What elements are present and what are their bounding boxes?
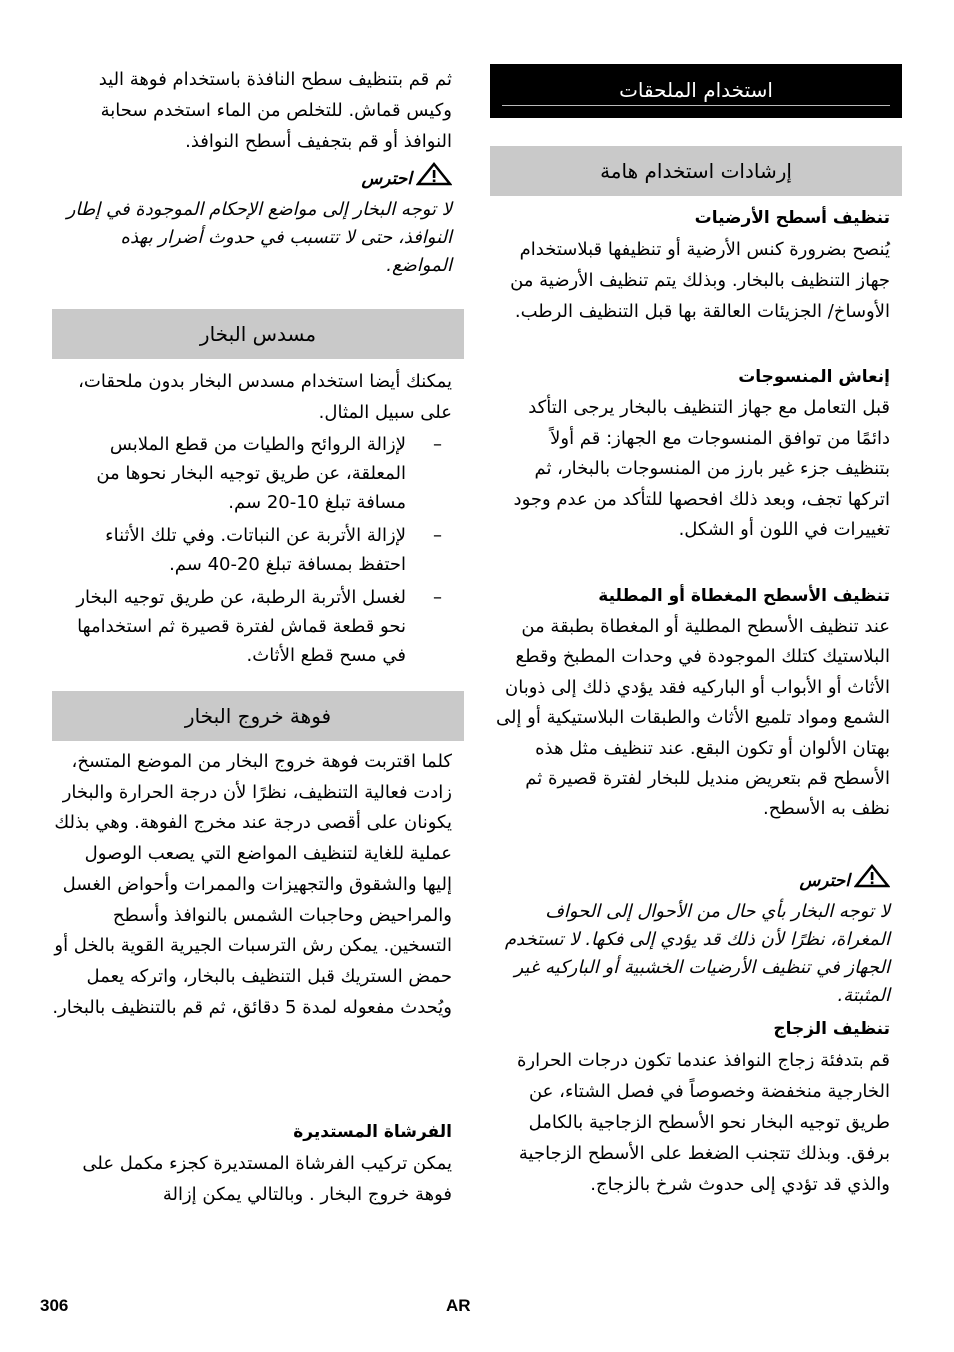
warning-triangle-icon [416, 162, 452, 196]
list-item [52, 430, 452, 517]
warning-label: احترس [361, 169, 412, 189]
list-item [52, 583, 452, 670]
coated-text: عند تنظيف الأسطح المطلية أو المغطاة بطبقة من البلاستيك كتلك الموجودة في وحدات المطبخ وقطع الأثاث أو الأبواب أو الباركيه فقد يؤدي ذلك إلى ذوبان الشمع ومواد تلميع الأثاث والطبقات البلاستيكية أو إلى بهتان الألوان أو تكون البقع. عند تنظيف مثل هذه الأسطح قم بتعريض منديل للبخار لفترة قصيرة ثم نظف به الأسطح. [495, 616, 890, 820]
floors-block [490, 202, 890, 327]
coated-heading: تنظيف الأسطح المغطاة أو المطلية [598, 586, 890, 606]
nozzle-block [52, 747, 452, 1023]
window-continuation [52, 64, 452, 157]
window-text: ثم قم بتنظيف سطح النافذة باستخدام فوهة اليد وكيس قماش. للتخلص من الماء استخدم سحابة النوافذ أو قم بتجفيف أسطح النوافذ. [98, 69, 452, 152]
warning-text: لا توجه البخار بأي حال من الأحوال إلى الحواف المغراة، نظرًا لأن ذلك قد يؤدي إلى فكها. لا تستخدم الجهاز في تنظيف الأرضيات الخشبية أو الباركيه غير المثبتة. [504, 901, 890, 1006]
chapter-title: استخدام الملحقات [490, 64, 902, 118]
floors-text: يُنصح بضرورة كنس الأرضية أو تنظيفها قبلاستخدام جهاز التنظيف بالبخار. وبذلك يتم تنظيف الأرضية من الأوساخ/ الجزيئات العالقة بها قبل التنظيف الرطب. [510, 239, 890, 322]
textiles-text: قبل التعامل مع جهاز التنظيف بالبخار يرجى التأكد دائمًا من توافق المنسوجات مع الجهاز: قم أولاً بتنظيف جزء غير بارز من المنسوجات بالبخار، ثم اتركها تجف، وبعد ذلك افحصها للتأكد من عدم وجود تغييرات في اللون أو الشكل. [513, 397, 890, 540]
steam-gun-block [52, 366, 452, 674]
warning-block-left [52, 162, 452, 280]
steam-gun-list [52, 430, 452, 670]
dash-bullet: – [433, 587, 442, 608]
warning-block-right [490, 864, 890, 1010]
round-brush-block [52, 1116, 452, 1210]
dash-bullet: – [433, 434, 442, 455]
floors-heading: تنظيف أسطح الأرضيات [694, 208, 890, 228]
coated-block [490, 580, 890, 825]
list-item [52, 521, 452, 579]
textiles-block [490, 361, 890, 546]
list-item-text: لغسل الأتربة الرطبة، عن طريق توجيه البخار نحو قطعة قماش لفترة قصيرة ثم استخدامها في مسح قطع الأثاث. [76, 587, 406, 666]
warning-heading [490, 864, 890, 898]
glass-text: قم بتدفئة زجاج النوافذ عندما تكون درجات الحرارة الخارجية منخفضة وخصوصاً في فصل الشتاء، عن طريق توجيه البخار نحو الأسطح الزجاجية بالكامل برفق. وبذلك تتجنب الضغط على الأسطح الزجاجية والذي قد تؤدي إلى حدوث شرخ بالزجاج. [516, 1050, 890, 1195]
round-brush-text: يمكن تركيب الفرشاة المستديرة كجزء مكمل على فوهة خروج البخار . وبالتالي يمكن إزالة [82, 1153, 452, 1205]
textiles-heading: إنعاش المنسوجات [738, 367, 890, 387]
page-number: 306 [40, 1296, 69, 1315]
dash-bullet: – [433, 525, 442, 546]
warning-text: لا توجه البخار إلى مواضع الإحكام الموجودة في إطار النوافذ، حتى لا تتسبب في حدوث أضرار بهذه المواضع. [66, 199, 452, 276]
warning-heading [52, 162, 452, 196]
glass-heading: تنظيف الزجاج [773, 1019, 890, 1039]
warning-label: احترس [799, 871, 850, 891]
list-item-text: لإزالة الأتربة عن النباتات. وفي تلك الأثناء احتفظ بمسافة تبلغ 20-40 سم. [105, 525, 406, 575]
round-brush-heading: الفرشاة المستديرة [293, 1122, 452, 1142]
section-nozzle: فوهة خروج البخار [52, 691, 464, 741]
glass-block [490, 1013, 890, 1200]
language-code: AR [446, 1296, 471, 1315]
nozzle-text: كلما اقتربت فوهة خروج البخار من الموضع المتسخ، زادت فعالية التنظيف، نظرًا لأن درجة الحرارة والبخار يكونان على أقصى درجة عند مخرج الفوهة. وهي بذلك عملية للغاية لتنظيف المواضع التي يصعب الوصول إليها والشقوق والتجهيزات والممرات وأحواض الغسل والمراحيض وحاجبات الشمس بالنوافذ وأسطح التسخين. يمكن رش الترسبات الجيرية القوية بالخل أو حمض الستريك قبل التنظيف بالبخار، واتركه يعمل ويُحدث مفعوله لمدة 5 دقائق، ثم قم بالتنظيف بالبخار. [52, 751, 452, 1018]
steam-gun-intro: يمكنك أيضا استخدام مسدس البخار بدون ملحقات، على سبيل المثال. [78, 371, 452, 423]
list-item-text: لإزالة الروائح والطيات من قطع الملابس المعلقة، عن طريق توجيه البخار نحوها من مسافة تبلغ 10-20 سم. [96, 434, 406, 513]
section-important-instructions: إرشادات استخدام هامة [490, 146, 902, 196]
section-steam-gun: مسدس البخار [52, 309, 464, 359]
warning-triangle-icon [854, 864, 890, 898]
